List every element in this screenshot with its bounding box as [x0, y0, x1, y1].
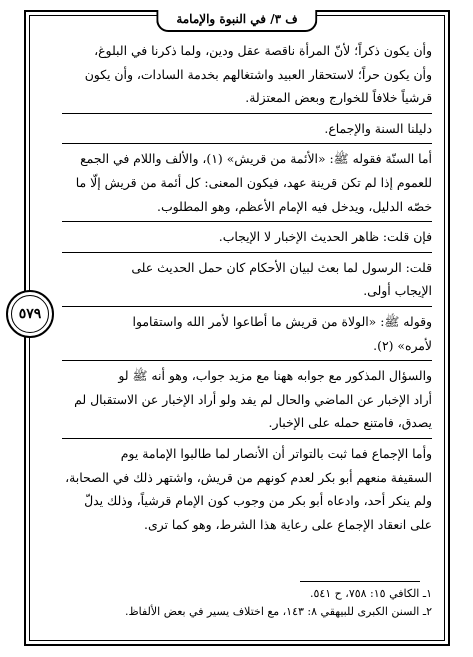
text-line: أما السنّة فقوله ﷺ: «الأئمة من قريش» (١)، والألف واللام في الجمع [80, 151, 432, 167]
text-line: للعموم إذا لم تكن قرينة عهد، فيكون المعنى: كل أئمة من قريش إلّا ما [75, 174, 432, 190]
main-text [62, 40, 432, 537]
footnote: ٢ـ السنن الكبرى للبيهقي ٨: ١٤٣، مع اختلاف يسير في بعض الألفاظ. [124, 605, 432, 618]
footnote-separator [300, 581, 420, 582]
text-line: أراد الإخبار عن الماضي والحال لم يفد ولو أراد الإخبار عن الاستقبال لم [74, 391, 432, 407]
text-line: وقوله ﷺ: «الولاة من قريش ما أطاعوا لأمر الله واستقاموا [132, 313, 432, 329]
section-divider [62, 143, 432, 144]
section-divider [62, 252, 432, 253]
text-line: الإيجاب أولى. [363, 283, 432, 299]
section-divider [62, 113, 432, 114]
text-line: وأن يكون حراً؛ لاستحقار العبيد واشتغالهم بخدمة السادات، وأن يكون [84, 66, 432, 82]
footnotes [62, 585, 432, 621]
section-divider [62, 306, 432, 307]
text-line: لأمره» (٢). [373, 337, 432, 353]
section-divider [62, 360, 432, 361]
text-line: والسؤال المذكور مع جوابه ههنا مع مزيد جواب، وهو أنه ﷺ لو [118, 368, 432, 384]
section-divider [62, 438, 432, 439]
text-line: السقيفة منعهم أبو بكر لعدم كونهم من قريش، واشتهر ذلك في الصحابة، [65, 469, 432, 485]
text-line: وأن يكون ذكراً؛ لأنّ المرأة ناقصة عقل ودين، ولما ذكرنا في البلوغ، [94, 43, 432, 58]
text-line: وأما الإجماع فما ثبت بالتواتر أن الأنصار لما طالبوا الإمامة يوم [120, 445, 432, 461]
text-line: قرشياً خلافاً للخوارج وبعض المعتزلة. [245, 90, 432, 106]
text-line: دليلنا السنة والإجماع. [324, 120, 432, 136]
text-line: ولم ينكر أحد، وادعاه أبو بكر من وجوب كون الإمام قرشياً، وذلك يدلّ [84, 493, 432, 509]
text-line: قلت: الرسول لما بعث لبيان الأحكام كان حمل الحديث على [131, 259, 432, 275]
running-header: ف ٣/ في النبوة والإمامة [156, 10, 317, 32]
section-divider [62, 221, 432, 222]
page-number-ring [11, 295, 49, 333]
text-line: يصدق، فامتنع حمله على الإخبار. [268, 415, 432, 431]
page-number: ٥٧٩ [18, 306, 42, 322]
page-number-badge [6, 290, 54, 338]
text-line: فإن قلت: ظاهر الحديث الإخبار لا الإيجاب. [218, 229, 432, 245]
footnote: ١ـ الكافي ١٥: ٧٥٨، ح ٥٤١. [309, 587, 432, 600]
text-line: على انعقاد الإجماع على رعاية هذا الشرط، وهو كما ترى. [144, 516, 432, 532]
text-line: خصّه الدليل، ويدخل فيه الإمام الأعظم، وهو المطلوب. [157, 198, 432, 214]
